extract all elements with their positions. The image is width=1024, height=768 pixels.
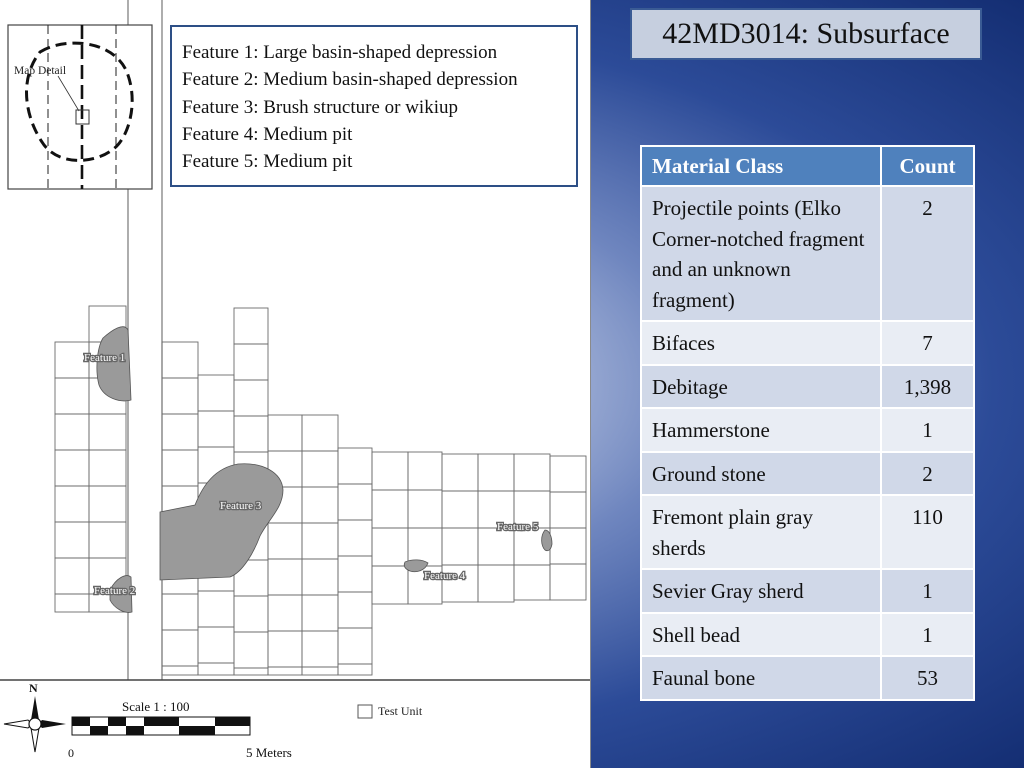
- inset-map: [8, 25, 152, 189]
- test-unit: [550, 456, 586, 492]
- material-cell: Debitage: [641, 365, 881, 409]
- test-unit: [372, 452, 408, 490]
- test-unit: [198, 663, 234, 675]
- test-unit: [372, 566, 408, 604]
- test-unit: [55, 486, 89, 522]
- test-unit: [338, 592, 372, 628]
- test-unit: [268, 667, 302, 675]
- feature-5-label: Feature 5: [497, 521, 539, 533]
- test-unit: [198, 627, 234, 663]
- test-unit: [442, 528, 478, 565]
- table-row: [641, 656, 974, 700]
- table-row: [641, 408, 974, 452]
- test-unit: [268, 631, 302, 667]
- test-unit: [89, 522, 126, 558]
- count-cell: 1: [881, 569, 974, 613]
- test-unit: [338, 484, 372, 520]
- slide-title: 42MD3014: Subsurface: [630, 8, 982, 60]
- test-unit: [162, 378, 198, 414]
- test-unit: [55, 378, 89, 414]
- test-unit: [55, 594, 89, 612]
- test-unit: [338, 556, 372, 592]
- scale-bar: [72, 717, 250, 735]
- feature-3-shape: [160, 464, 283, 580]
- table-row: [641, 321, 974, 365]
- material-cell: Bifaces: [641, 321, 881, 365]
- test-unit: [550, 564, 586, 600]
- count-header: Count: [881, 146, 974, 186]
- feature-2-label: Feature 2: [94, 585, 136, 597]
- count-cell: 1: [881, 613, 974, 657]
- material-cell: Sevier Gray sherd: [641, 569, 881, 613]
- test-unit: [550, 492, 586, 528]
- test-unit: [89, 486, 126, 522]
- test-unit: [162, 630, 198, 666]
- test-unit: [234, 380, 268, 416]
- count-cell: 1,398: [881, 365, 974, 409]
- count-cell: 7: [881, 321, 974, 365]
- table-row: [641, 569, 974, 613]
- test-unit: [268, 523, 302, 559]
- test-unit: [338, 520, 372, 556]
- feature-legend-item: Feature 2: Medium basin-shaped depression: [182, 69, 518, 91]
- count-cell: 2: [881, 186, 974, 321]
- material-class-table: [640, 145, 975, 701]
- test-unit-legend-label: Test Unit: [378, 704, 423, 718]
- test-unit: [162, 594, 198, 630]
- test-unit: [478, 528, 514, 565]
- test-unit: [338, 664, 372, 675]
- test-unit: [162, 414, 198, 450]
- test-unit: [514, 565, 550, 600]
- test-unit: [198, 591, 234, 627]
- test-unit: [550, 528, 586, 564]
- test-unit: [268, 559, 302, 595]
- test-unit: [302, 523, 338, 559]
- feature-legend-box: [170, 25, 578, 187]
- feature-legend-item: Feature 3: Brush structure or wikiup: [182, 96, 458, 118]
- material-class-header: Material Class: [641, 146, 881, 186]
- material-cell: Faunal bone: [641, 656, 881, 700]
- test-unit-swatch: [358, 705, 372, 718]
- scale-end: 5 Meters: [246, 745, 292, 760]
- test-unit: [302, 451, 338, 487]
- count-cell: 1: [881, 408, 974, 452]
- count-cell: 2: [881, 452, 974, 496]
- feature-legend-item: Feature 1: Large basin-shaped depression: [182, 42, 498, 63]
- test-unit: [408, 452, 442, 490]
- test-unit: [302, 667, 338, 675]
- material-cell: Hammerstone: [641, 408, 881, 452]
- test-unit: [302, 559, 338, 595]
- scale-start: 0: [68, 746, 74, 760]
- table-row: [641, 495, 974, 569]
- test-unit: [442, 491, 478, 528]
- feature-1-label: Feature 1: [84, 352, 126, 364]
- test-unit: [372, 528, 408, 566]
- test-unit: [234, 668, 268, 675]
- test-unit: [234, 416, 268, 452]
- test-unit: [162, 450, 198, 486]
- table-row: [641, 365, 974, 409]
- test-unit: [234, 308, 268, 344]
- test-unit: [268, 415, 302, 451]
- test-unit: [442, 454, 478, 491]
- test-unit: [234, 596, 268, 632]
- test-unit: [162, 342, 198, 378]
- test-unit: [302, 595, 338, 631]
- north-label: N: [29, 681, 38, 695]
- feature-3-label: Feature 3: [220, 500, 262, 512]
- feature-4-label: Feature 4: [424, 570, 466, 582]
- test-unit: [338, 628, 372, 664]
- scale-label: Scale 1 : 100: [122, 699, 190, 714]
- test-unit: [302, 631, 338, 667]
- test-unit: [478, 565, 514, 602]
- test-unit: [268, 595, 302, 631]
- feature-legend-item: Feature 4: Medium pit: [182, 123, 353, 145]
- test-unit: [372, 490, 408, 528]
- test-unit: [338, 448, 372, 484]
- test-unit: [89, 414, 126, 450]
- test-unit: [408, 490, 442, 528]
- count-cell: 110: [881, 495, 974, 569]
- test-unit: [55, 558, 89, 594]
- test-unit: [198, 375, 234, 411]
- table-row: [641, 452, 974, 496]
- inset-label: Map Detail: [14, 65, 67, 77]
- test-unit: [514, 454, 550, 491]
- material-cell: Ground stone: [641, 452, 881, 496]
- test-unit: [162, 666, 198, 675]
- material-cell: Fremont plain gray sherds: [641, 495, 881, 569]
- test-unit: [55, 450, 89, 486]
- test-unit: [234, 632, 268, 668]
- test-unit: [234, 344, 268, 380]
- material-cell: Projectile points (Elko Corner-notched fragment and an unknown fragment): [641, 186, 881, 321]
- table-row: [641, 186, 974, 321]
- table-header-row: [641, 146, 974, 186]
- test-unit: [55, 414, 89, 450]
- north-arrow-icon: [4, 681, 66, 752]
- test-unit: [478, 454, 514, 491]
- test-unit: [89, 450, 126, 486]
- test-unit: [302, 487, 338, 523]
- count-cell: 53: [881, 656, 974, 700]
- feature-legend-item: Feature 5: Medium pit: [182, 151, 353, 173]
- test-unit: [302, 415, 338, 451]
- material-cell: Shell bead: [641, 613, 881, 657]
- test-unit: [55, 522, 89, 558]
- test-unit-grid: [55, 306, 586, 675]
- test-unit: [198, 411, 234, 447]
- table-row: [641, 613, 974, 657]
